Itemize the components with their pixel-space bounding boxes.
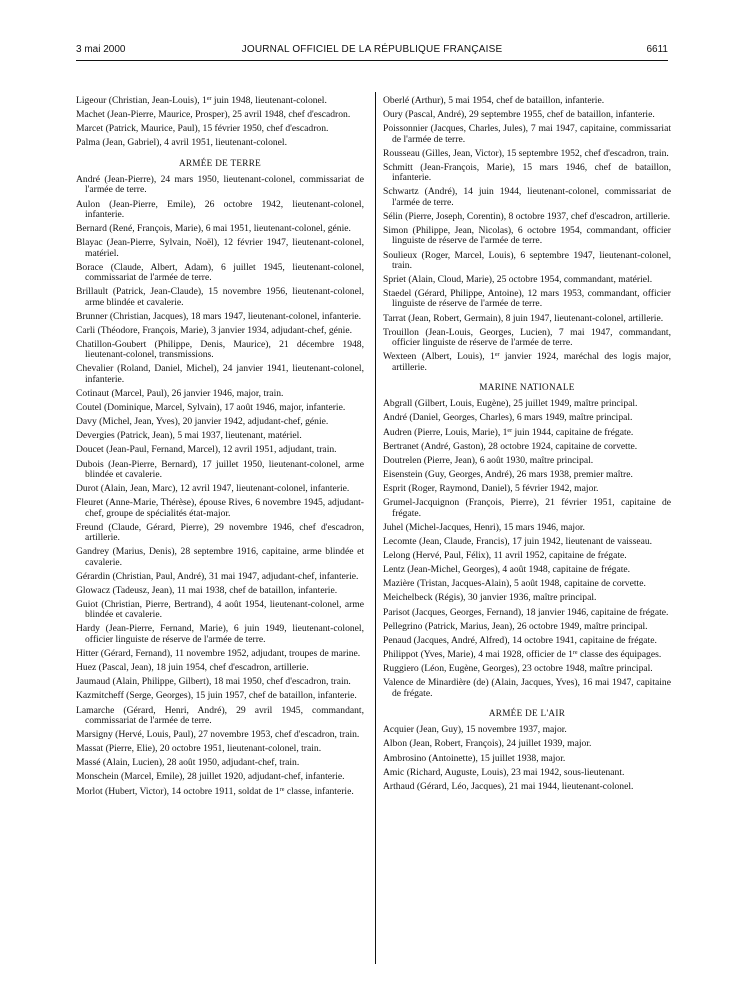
list-item: Brunner (Christian, Jacques), 18 mars 1947, lieutenant-colonel, infanterie. [76, 310, 362, 322]
list-item: André (Jean-Pierre), 24 mars 1950, lieutenant-colonel, commissariat de l'armée de terre. [76, 174, 364, 196]
list-item: Marcet (Patrick, Maurice, Paul), 15 février 1950, chef d'escadron. [76, 123, 329, 135]
list-item: Gandrey (Marius, Denis), 28 septembre 1916, capitaine, arme blindée et cavalerie. [76, 546, 364, 568]
list-item: Monschein (Marcel, Emile), 28 juillet 1920, adjudant-chef, infanterie. [76, 771, 345, 783]
list-item: Doutrelen (Pierre, Jean), 6 août 1930, maître principal. [383, 454, 594, 466]
list-item: Aulon (Jean-Pierre, Emile), 26 octobre 1942, lieutenant-colonel, infanterie. [76, 198, 364, 220]
list-item: Spriet (Alain, Cloud, Marie), 25 octobre 1954, commandant, matériel. [383, 273, 653, 285]
column-divider [375, 92, 376, 964]
list-item: Lecomte (Jean, Claude, Francis), 17 juin 1942, lieutenant de vaisseau. [383, 535, 653, 547]
list-item: Coutel (Dominique, Marcel, Sylvain), 17 août 1946, major, infanterie. [76, 402, 346, 414]
list-item: Abgrall (Gilbert, Louis, Eugène), 25 juillet 1949, maître principal. [383, 398, 638, 410]
list-item: Devergies (Patrick, Jean), 5 mai 1937, lieutenant, matériel. [76, 430, 302, 442]
list-item: Massat (Pierre, Elie), 20 octobre 1951, lieutenant-colonel, train. [76, 743, 322, 755]
list-item: Chevalier (Roland, Daniel, Michel), 24 janvier 1941, lieutenant-colonel, infanterie. [76, 363, 364, 385]
list-item: Durot (Alain, Jean, Marc), 12 avril 1947, lieutenant-colonel, infanterie. [76, 483, 350, 495]
list-item: Morlot (Hubert, Victor), 14 octobre 1911, soldat de 1re classe, infanterie. [76, 785, 354, 797]
list-item: Davy (Michel, Jean, Yves), 20 janvier 1942, adjudant-chef, génie. [76, 416, 329, 428]
list-item: Sélin (Pierre, Joseph, Corentin), 8 octobre 1937, chef d'escadron, artillerie. [383, 210, 671, 222]
list-item: Audren (Pierre, Louis, Marie), 1er juin 1944, capitaine de frégate. [383, 426, 634, 438]
list-item: Parisot (Jacques, Georges, Fernand), 18 janvier 1946, capitaine de frégate. [383, 606, 669, 618]
list-item: Chatillon-Goubert (Philippe, Denis, Maurice), 21 décembre 1948, lieutenant-colonel, transmissions. [76, 338, 364, 361]
list-item: Doucet (Jean-Paul, Fernand, Marcel), 12 avril 1951, adjudant, train. [76, 444, 337, 456]
list-item: Guiot (Christian, Pierre, Bertrand), 4 août 1954, lieutenant-colonel, arme blindée et cavalerie. [76, 598, 364, 621]
list-item: Pellegrino (Patrick, Marius, Jean), 26 octobre 1949, maître principal. [383, 620, 648, 632]
list-item: Simon (Philippe, Jean, Nicolas), 6 octobre 1954, commandant, officier linguiste de réserve de l'armée de terre. [383, 225, 671, 247]
list-item: Hardy (Jean-Pierre, Fernand, Marie), 6 juin 1949, lieutenant-colonel, officier linguiste de réserve de l'armée de terre. [76, 623, 364, 645]
list-item: Dubois (Jean-Pierre, Bernard), 17 juillet 1950, lieutenant-colonel, arme blindée et cavalerie. [76, 458, 364, 480]
list-item: Borace (Claude, Albert, Adam), 6 juillet 1945, lieutenant-colonel, commissariat de l'armée de terre. [76, 261, 364, 284]
list-item: Tarrat (Jean, Robert, Germain), 8 juin 1947, lieutenant-colonel, artillerie. [383, 312, 664, 324]
list-item: Carli (Théodore, François, Marie), 3 janvier 1934, adjudant-chef, génie. [76, 324, 352, 336]
list-item: Poissonnier (Jacques, Charles, Jules), 7 mai 1947, capitaine, commissariat de l'armée de terre. [383, 123, 671, 145]
list-item: Lentz (Jean-Michel, Georges), 4 août 1948, capitaine de frégate. [383, 564, 631, 576]
list-item: Esprit (Roger, Raymond, Daniel), 5 février 1942, major. [383, 483, 599, 495]
list-item: Kazmitcheff (Serge, Georges), 15 juin 1957, chef de bataillon, infanterie. [76, 690, 357, 702]
list-item: Machet (Jean-Pierre, Maurice, Prosper), 25 avril 1948, chef d'escadron. [76, 109, 351, 121]
list-item: André (Daniel, Georges, Charles), 6 mars 1949, maître principal. [383, 412, 633, 424]
list-item: Bernard (René, François, Marie), 6 mai 1951, lieutenant-colonel, génie. [76, 223, 351, 235]
right-column [383, 96, 671, 796]
list-item: Hitter (Gérard, Fernand), 11 novembre 1952, adjudant, troupes de marine. [76, 647, 361, 659]
section-heading: ARMÉE DE L'AIR [488, 707, 566, 718]
list-item: Brillault (Patrick, Jean-Claude), 15 novembre 1956, lieutenant-colonel, arme blindée et cavalerie. [76, 286, 364, 308]
list-item: Palma (Jean, Gabriel), 4 avril 1951, lieutenant-colonel. [76, 137, 287, 149]
list-item: Soulieux (Roger, Marcel, Louis), 6 septembre 1947, lieutenant-colonel, train. [383, 249, 671, 271]
list-item: Massé (Alain, Lucien), 28 août 1950, adjudant-chef, train. [76, 757, 300, 769]
list-item: Lelong (Hervé, Paul, Félix), 11 avril 1952, capitaine de frégate. [383, 550, 627, 562]
list-item: Freund (Claude, Gérard, Pierre), 29 novembre 1946, chef d'escadron, artillerie. [76, 521, 364, 544]
list-item: Eisenstein (Guy, Georges, André), 26 mars 1938, premier maître. [383, 468, 633, 480]
list-item: Blayac (Jean-Pierre, Sylvain, Noël), 12 février 1947, lieutenant-colonel, matériel. [76, 237, 364, 259]
header-title: JOURNAL OFFICIEL DE LA RÉPUBLIQUE FRANÇAISE [241, 44, 503, 55]
left-column [76, 96, 364, 801]
list-item: Grumel-Jacquignon (François, Pierre), 21 février 1951, capitaine de frégate. [383, 497, 671, 519]
list-item: Amic (Richard, Auguste, Louis), 23 mai 1942, sous-lieutenant. [383, 766, 625, 778]
list-item: Huez (Pascal, Jean), 18 juin 1954, chef d'escadron, artillerie. [76, 662, 309, 674]
list-item: Ligeour (Christian, Jean-Louis), 1er juin 1948, lieutenant-colonel. [76, 95, 327, 106]
list-item: Gérardin (Christian, Paul, André), 31 mai 1947, adjudant-chef, infanterie. [76, 570, 359, 582]
list-item: Mazière (Tristan, Jacques-Alain), 5 août 1948, capitaine de corvette. [383, 578, 646, 590]
header-date: 3 mai 2000 [76, 44, 126, 55]
list-item: Arthaud (Gérard, Léo, Jacques), 21 mai 1944, lieutenant-colonel. [383, 780, 634, 792]
header-page-number: 6611 [646, 44, 668, 55]
list-item: Staedel (Gérard, Philippe, Antoine), 12 mars 1953, commandant, officier linguiste de réserve de l'armée de terre. [383, 288, 671, 310]
list-item: Fleuret (Anne-Marie, Thérèse), épouse Rives, 6 novembre 1945, adjudant-chef, groupe de spécialités état-major. [76, 497, 364, 519]
header-rule [76, 60, 668, 61]
list-item: Penaud (Jacques, André, Alfred), 14 octobre 1941, capitaine de frégate. [383, 634, 657, 646]
list-item: Ruggiero (Léon, Eugène, Georges), 23 octobre 1948, maître principal. [383, 663, 653, 675]
list-item: Cotinaut (Marcel, Paul), 26 janvier 1946, major, train. [76, 387, 284, 399]
list-item: Acquier (Jean, Guy), 15 novembre 1937, major. [383, 724, 567, 736]
list-item: Schwartz (André), 14 juin 1944, lieutenant-colonel, commissariat de l'armée de terre. [383, 186, 671, 208]
list-item: Rousseau (Gilles, Jean, Victor), 15 septembre 1952, chef d'escadron, train. [383, 147, 669, 159]
list-item: Marsigny (Hervé, Louis, Paul), 27 novembre 1953, chef d'escadron, train. [76, 729, 360, 740]
list-item: Meichelbeck (Régis), 30 janvier 1936, maître principal. [383, 592, 597, 604]
list-item: Ambrosino (Antoinette), 15 juillet 1938, major. [383, 752, 566, 764]
list-item: Valence de Minardière (de) (Alain, Jacques, Yves), 16 mai 1947, capitaine de frégate. [383, 677, 671, 699]
list-item: Juhel (Michel-Jacques, Henri), 15 mars 1946, major. [383, 521, 585, 533]
list-item: Lamarche (Gérard, Henri, André), 29 avril 1945, commandant, commissariat de l'armée de terre. [76, 704, 364, 726]
list-item: Bertranet (André, Gaston), 28 octobre 1924, capitaine de corvette. [383, 440, 638, 452]
list-item: Albon (Jean, Robert, François), 24 juillet 1939, major. [383, 738, 592, 750]
section-heading: ARMÉE DE TERRE [178, 157, 262, 168]
list-item: Glowacz (Tadeusz, Jean), 11 mai 1938, chef de bataillon, infanterie. [76, 584, 338, 596]
list-item: Jaumaud (Alain, Philippe, Gilbert), 18 mai 1950, chef d'escadron, train. [76, 676, 351, 688]
list-item: Philippot (Yves, Marie), 4 mai 1928, officier de 1re classe des équipages. [383, 649, 662, 660]
list-item: Oury (Pascal, André), 29 septembre 1955, chef de bataillon, infanterie. [383, 109, 655, 121]
list-item: Trouillon (Jean-Louis, Georges, Lucien), 7 mai 1947, commandant, officier linguiste de réserve de l'armée de terre. [383, 326, 671, 349]
section-heading: MARINE NATIONALE [479, 381, 575, 392]
list-item: Wexteen (Albert, Louis), 1er janvier 1924, maréchal des logis major, artillerie. [383, 351, 671, 373]
list-item: Oberlé (Arthur), 5 mai 1954, chef de bataillon, infanterie. [383, 95, 605, 106]
list-item: Schmitt (Jean-François, Marie), 15 mars 1946, chef de bataillon, infanterie. [383, 161, 671, 184]
page-header [76, 44, 668, 60]
